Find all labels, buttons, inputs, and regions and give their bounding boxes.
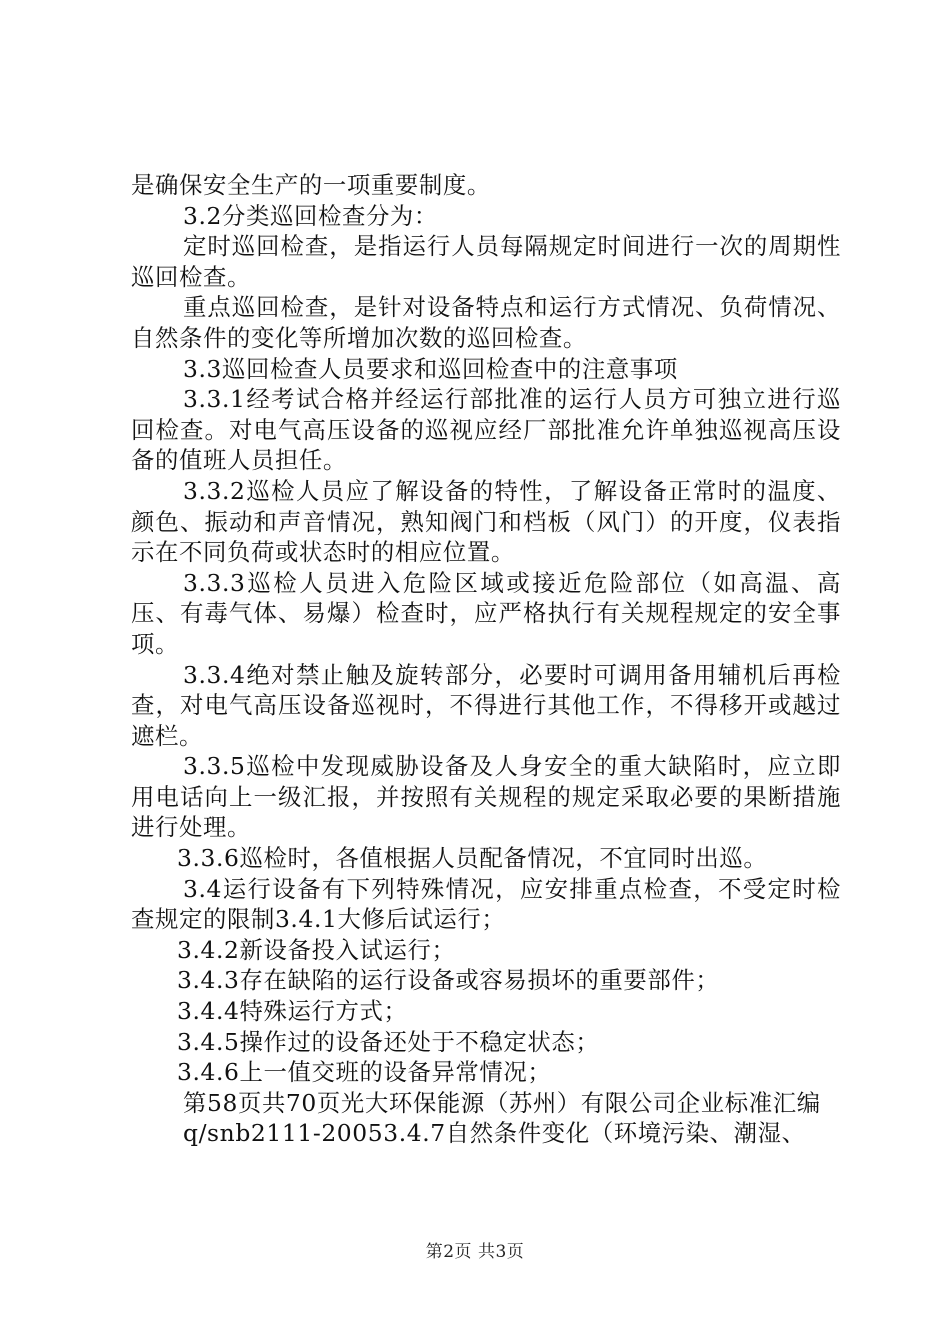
paragraph-5: 3.3巡回检查人员要求和巡回检查中的注意事项 xyxy=(183,354,678,383)
paragraph-14: 3.4.3存在缺陷的运行设备或容易损坏的重要部件； xyxy=(177,966,720,995)
paragraph-19: q/snb2111-20053.4.7自然条件变化（环境污染、潮湿、 xyxy=(183,1119,806,1148)
document-body xyxy=(131,170,841,1149)
paragraph-9: 3.3.4绝对禁止触及旋转部分，必要时可调用备用辅机后再检查，对电气高压设备巡视时，不得进行其他工作，不得移开或越过遮栏。 xyxy=(131,660,841,750)
paragraph-18: 第58页共70页光大环保能源（苏州）有限公司企业标准汇编 xyxy=(183,1088,821,1117)
paragraph-7: 3.3.2巡检人员应了解设备的特性，了解设备正常时的温度、颜色、振动和声音情况，熟知阀门和档板（风门）的开度，仪表指示在不同负荷或状态时的相应位置。 xyxy=(131,476,841,567)
paragraph-2: 3.2分类巡回检查分为： xyxy=(183,201,438,230)
paragraph-3: 定时巡回检查，是指运行人员每隔规定时间进行一次的周期性巡回检查。 xyxy=(131,232,841,291)
paragraph-16: 3.4.5操作过的设备还处于不稳定状态； xyxy=(177,1027,600,1056)
paragraph-15: 3.4.4特殊运行方式； xyxy=(177,997,408,1026)
paragraph-8: 3.3.3巡检人员进入危险区域或接近危险部位（如高温、高压、有毒气体、易爆）检查时，应严格执行有关规程规定的安全事项。 xyxy=(131,568,841,658)
paragraph-6: 3.3.1经考试合格并经运行部批准的运行人员方可独立进行巡回检查。对电气高压设备的巡视应经厂部批准允许单独巡视高压设备的值班人员担任。 xyxy=(131,385,841,475)
paragraph-1: 是确保安全生产的一项重要制度。 xyxy=(131,171,491,199)
paragraph-4: 重点巡回检查，是针对设备特点和运行方式情况、负荷情况、自然条件的变化等所增加次数的巡回检查。 xyxy=(131,293,841,352)
paragraph-17: 3.4.6上一值交班的设备异常情况； xyxy=(177,1058,552,1087)
paragraph-11: 3.3.6巡检时，各值根据人员配备情况，不宜同时出巡。 xyxy=(177,844,768,873)
paragraph-13: 3.4.2新设备投入试运行； xyxy=(177,935,456,964)
page-number-footer: 第2页 共3页 xyxy=(425,1242,525,1262)
paragraph-10: 3.3.5巡检中发现威胁设备及人身安全的重大缺陷时，应立即用电话向上一级汇报，并按照有关规程的规定采取必要的果断措施进行处理。 xyxy=(131,752,841,842)
paragraph-12: 3.4运行设备有下列特殊情况，应安排重点检查，不受定时检查规定的限制3.4.1大修后试运行； xyxy=(131,874,841,934)
